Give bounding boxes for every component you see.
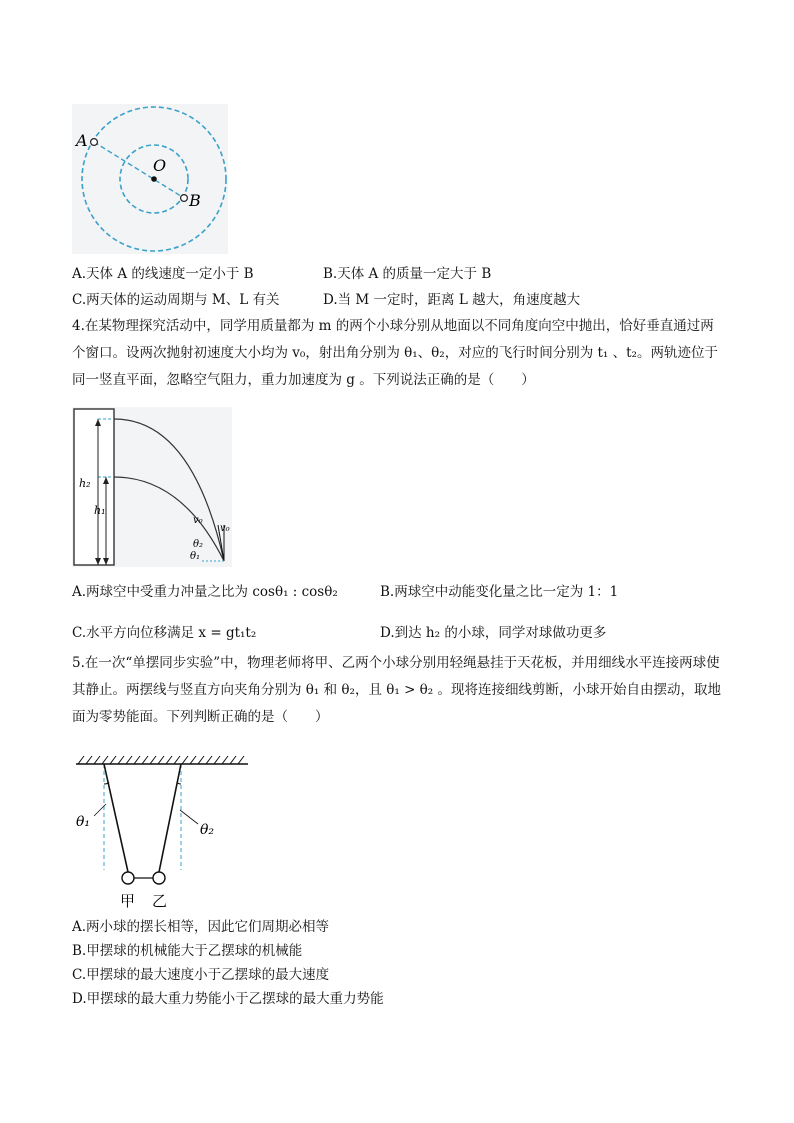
v0-label-b: v₀: [220, 523, 230, 534]
v0-label-a: v₀: [193, 515, 203, 526]
ball-left-label: 甲: [120, 892, 136, 910]
label-o: O: [153, 156, 167, 175]
q4-stem: 4.在某物理探究活动中，同学用质量都为 m 的两个小球分别从地面以不同角度向空中抛出，恰好垂直通过两个窗口。设两次抛射初速度大小均为 v₀，射出角分别为 θ₁、θ₂，对应的飞行时间分别为 t₁ 、t₂。两轨迹位于同一竖直平面，忽略空气阻力，重力加速度为 g 。下列说法正确的是（ ）: [72, 318, 718, 388]
body-a: [91, 139, 98, 146]
q5-option-b: B.甲摆球的机械能大于乙摆球的机械能: [72, 943, 303, 959]
center-o: [151, 176, 157, 182]
h2-label: h₂: [79, 477, 91, 490]
ball-left: [122, 872, 134, 884]
ball-right-label: 乙: [152, 892, 168, 910]
q3-option-d: D.当 M 一定时，距离 L 越大，角速度越大: [323, 292, 581, 308]
body-b: [181, 195, 188, 202]
q4-option-d: D.到达 h₂ 的小球，同学对球做功更多: [380, 625, 607, 641]
rope-right: [159, 764, 181, 872]
ceiling-hatch: [78, 756, 244, 764]
q4-option-c: C.水平方向位移满足 x = gt₁t₂: [72, 625, 257, 641]
theta1-label: θ₁: [76, 814, 91, 830]
theta1-label: θ₁: [190, 551, 201, 562]
q5-stem: 5.在一次“单摆同步实验”中，物理老师将甲、乙两个小球分别用轻绳悬挂于天花板，并用细线水平连接两球使其静止。两摆线与竖直方向夹角分别为 θ₁ 和 θ₂，且 θ₁ > θ₂ 。现将连接细线剪断，小球开始自由摆动，取地面为零势能面。下列判断正确的是（ ）: [72, 655, 722, 725]
ball-right: [153, 872, 165, 884]
q5-option-a: A.两小球的摆长相等，因此它们周期必相等: [72, 919, 330, 935]
theta2-label: θ₂: [193, 539, 204, 550]
q3-option-b: B.天体 A 的质量一定大于 B: [323, 266, 492, 282]
q3-orbit-figure: [72, 104, 228, 254]
q3-option-a: A.天体 A 的线速度一定小于 B: [72, 266, 254, 282]
h1-label: h₁: [94, 504, 106, 517]
theta2-leader: [180, 810, 198, 824]
figure-background: [72, 104, 228, 254]
q3-option-c: C.两天体的运动周期与 M、L 有关: [72, 292, 280, 308]
q4-projectile-figure: [72, 407, 232, 567]
q5-pendulum-figure: [72, 754, 252, 910]
q5-option-c: C.甲摆球的最大速度小于乙摆球的最大速度: [72, 967, 330, 983]
label-a: A: [76, 131, 88, 150]
q5-option-d: D.甲摆球的最大重力势能小于乙摆球的最大重力势能: [72, 991, 384, 1007]
q4-option-a: A.两球空中受重力冲量之比为 cosθ₁ : cosθ₂: [72, 584, 338, 600]
rope-left: [104, 764, 128, 872]
q4-option-b: B.两球空中动能变化量之比一定为 1：1: [380, 584, 619, 600]
label-b: B: [189, 191, 201, 210]
theta2-label: θ₂: [200, 822, 215, 838]
